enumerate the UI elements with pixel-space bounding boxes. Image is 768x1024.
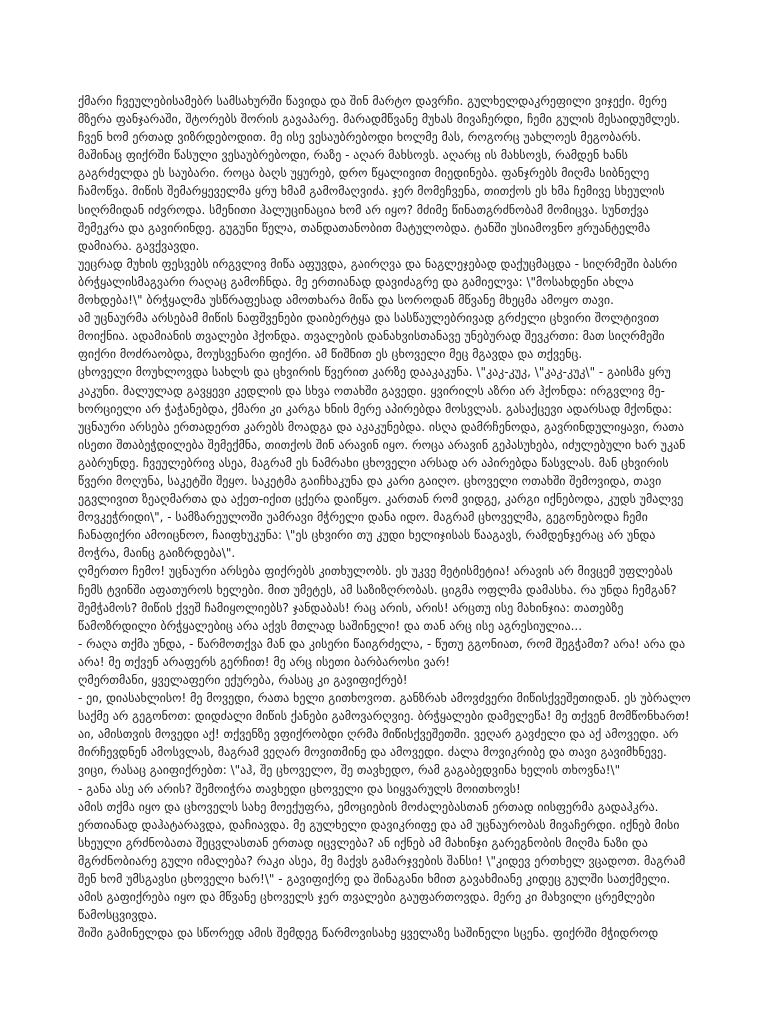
paragraph: ამ უცნაურმა არსებამ მიწის ნაფშვენები დაიბერტყა და სასწაულებრივად გრძელი ცხვირი შოლტივით მოიქნია. ადამიანის თვალები ჰქონდა. თვალების დანახვისთანავე უნებურად შევკრთი: მათ სიღრმეში ფიქრი მოძრაობდა, მოუსვენარი ფიქრი. ამ წიშნით ეს ცხოველი მეც მგავდა და თქვენც. <box>78 311 665 362</box>
paragraph: ცხოველი მოუხლოვდა სახლს და ცხვირის წვერით კარზე დააკაკუნა. \"კაკ-კუკ, \"კაკ-კუკ\" - გაისმა ყრუ კაკუნი. მალულად გავყევი კედლის და სხვა ოთახში გავედი. ყვირილს აზრი არ ჰქონდა: ირგვლივ მე-ხორციელი არ ჭაჭანებდა, ქმარი კი კარგა ხნის მერე აპირებდა მოსვლას. გასაქცევი ადარსად მქონდა: უცნაური არსება ერთადერთ კარებს მოადგა და აკაკუნებდა. ისღა დამრჩენოდა, გავრინდულიყავი, რათა ისეთი შთაბეჭდილება შემექმნა, თითქოს შინ არავინ იყო. როცა არავინ გეპასუხება, იძულებული ხარ უკან გაბრუნდე. ჩვეულებრივ ასეა, მაგრამ ეს ნამრახი ცხოველი არსად არ აპირებდა წასვლას. მან ცხვირის წვერი მოღუნა, საკეტში შეყო. საკეტმა გაიჩხაკუნა და კარი გაიღო. ცხოველი ოთახში შემოვიდა, თავი ეგვლივით ზეაღმართა და აქეთ-იქით ცქერა დაიწყო. კართან რომ ვიდგე, კარგი იქნებოდა, კუდს უმალვე მოვკეჭრიდი\", - სამზარეულოში უამრავი მჭრელი დანა იდო. მაგრამ ცხოველმა, გეგონებოდა ჩემი ჩანაფიქრი ამოიცნოო, ჩაიფხუკუნა: \"ეს ცხვირი თუ კუდი ხელიჯისას წააგავს, რამდენჯერაც არ უნდა მოჭრა, მაინც გაიზრდება\". <box>78 365 686 561</box>
paragraph: მაშინაც ფიქრში წასული ვესაუბრებოდი, რაზე - აღარ მახსოვს. აღარც ის მახსოვს, რამდენ ხანს გაგრძელდა ეს საუბარი. როცა ბაღს უყურებ, დრო წყალივით მიედინება. ფანჯრებს მიღმა სიბნელე ჩამოწვა. მიწის შემარყეველმა ყრუ ხმამ გამომაღვიძა. ჯერ მომეჩვენა, თითქოს ეს ხმა ჩემივე სხეულის სიღრმიდან იძვროდა. სმენითი ჰალუცინაცია ხომ არ იყო? მძიმე წინათგრძნობამ მომიცვა. სუნთქვა შემეკრა და გავირინდე. გუგუნი წელა, თანდათანობით მატულობდა. ტანში უსიამოვნო ჟრუანტელმა დამიარა. გავქვავდი. <box>78 148 665 253</box>
paragraph: ღმერთო ჩემო! უცნაური არსება ფიქრებს კითხულობს. ეს უკვე მეტისმეტია! არავის არ მივცემ უფლებას ჩემს ტვინში აფათუროს ხელები. მით უმეტეს, ამ საზიზღრობას. ციგმა ოფლმა დამასხა. რა უნდა ჩემგან? შემჭამოს? მიწის ქვეშ ჩამიყოლიებს? ჯანდაბას! რაც არის, არის! არცთუ ისე მახინჯია: თათებზე წამოზრდილი ბრჭყალებიც არა აქვს მთლად საშინელი! და თან არც ისე აგრესიულია... <box>78 564 677 633</box>
paragraph: შიში გამინელდა და სწორედ ამის შემდეგ წარმოვისახე ყველაზე საშინელი სცენა. ფიქრში მჭიდროდ <box>78 926 659 941</box>
paragraph: ღმერთმანი, ყველაფერი ექურება, რასაც კი გავიფიქრებ! <box>78 673 408 687</box>
document-page <box>78 92 692 942</box>
paragraph: - რაღა თქმა უნდა, - წარმოთქვა მან და კისერი წაიგრძელა, - წუთუ გგონიათ, რომ შეგჭამთ? არა! არა და არა! მე თქვენ არაფერს გერჩით! მე არც ისეთი ბარბაროსი ვარ! <box>78 636 686 669</box>
paragraph: უეცრად მუხის ფესვებს ირგვლივ მიწა აფუვდა, გაირღვა და ნაგლეჯებად დაქუცმაცდა - სიღრმეში ბასრი ბრჭყალისმაგვარი რაღაც გამოჩნდა. მე ერთიანად დავიძაგრე და გამიელვა: \"მოსახდენი ახლა მოხდება!\" ბრჭყალმა უსწრაფესად ამოთხარა მიწა და სოროდან მწვანე მხეცმა ამოყო თავი. <box>78 256 678 308</box>
paragraph: ქმარი ჩვეულებისამებრ სამსახურში წავიდა და შინ მარტო დავრჩი. გულხელდაკრეფილი ვიჯექი. მერე მზერა ფანჯარაში, შტორებს შორის გავაპარე. მარადმწვანე მუხას მივაჩერდი, ჩემი გულის მესაიდუმლეს. ჩვენ ხომ ერთად ვიზრდებოდით. მე ისე ვესაუბრებოდი ხოლმე მას, როგორც უახლოეს მეგობარს. <box>78 94 681 145</box>
paragraph: - ეი, დიასახლისო! მე მოვედი, რათა ხელი გითხოვოთ. განზრახ ამოვძვერი მიწისქვეშეთიდან. ეს უბრალო საქმე არ გეგონოთ: დიდძალი მიწის ქანები გამოვარღვიე. ბრჭყალები დამელეწა! მე თქვენ მომწონხართ! აი, ამისთვის მოვედი აქ! თქვენზე ვფიქრობდი ღრმა მიწისქვეშეთში. ვეღარ გავძელი და აქ ამოვედი. არ მირჩევდნენ ამოსვლას, მაგრამ ვეღარ მოვითმინე და ამოვედი. ძალა მოვიკრიბე და თავი გავიმხნევე. ვიცი, რასაც გაიფიქრებთ: \"აჰ, შე ცხოველო, შე თავხედო, რამ გაგაბედვინა ხელის თხოვნა!\" <box>78 691 691 778</box>
paragraph: ამის თქმა იყო და ცხოველს სახე მოექუფრა, ემოციების მოძალებასთან ერთად იისფერმა გადაჰკრა. ერთიანად დაჰატარავდა, დაჩიავდა. მე გულხელი დავიკრიფე და ამ უცნაურობას მივაჩერდი. იქნებ მისი სხეული გრძნობათა შეცვლასთან ერთად იცვლება? ან იქნებ ამ მახინჯი გარეგნობის მიღმა ნაზი და მგრძნობიარე გული იმალება? რაკი ასეა, მე მაქვს გამარჯვების შანსი! \"კიდევ ერთხელ ვცადოთ. მაგრამ შენ ხომ უმსგავსი ცხოველი ხარ!\" - გავიფიქრე და შინაგანი ხმით გავახმიანე კიდეც გულში სათქმელი. ამის გაფიქრება იყო და მწვანე ცხოველს ჯერ თვალები გაუფართოვდა. მერე კი მახვილი ცრემლები წამოსცვივდა. <box>78 799 686 923</box>
paragraph: - განა ასე არ არის? შემოიჭრა თავხედი ცხოველი და სიყვარულს მოითხოვს! <box>78 781 521 796</box>
